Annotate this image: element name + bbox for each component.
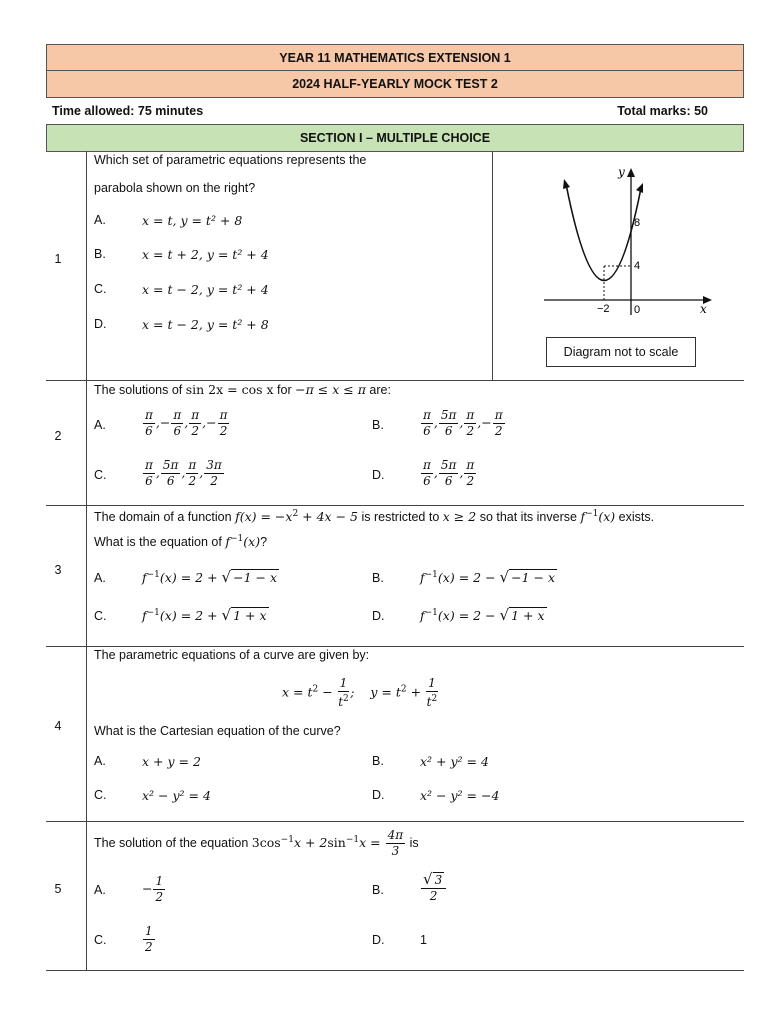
stem-equation: $3\cos^{-1}x + 2\sin^{-1}x$ = $\frac{4\pi}{3}$ — [251, 828, 404, 858]
question-stem-line1: Which set of parametric equations represents the — [94, 153, 367, 167]
question-number: 1 — [54, 252, 62, 266]
option-a-equation: x = t, y = t² + 8 — [142, 213, 243, 228]
question-prompt: What is the Cartesian equation of the curve? — [94, 724, 341, 738]
diagram-note: Diagram not to scale — [546, 337, 696, 367]
option-b-answer: x² + y² = 4 — [420, 754, 489, 769]
question-stem — [94, 509, 654, 524]
option-d-answer: 1 — [420, 933, 427, 947]
question-number-cell — [46, 381, 87, 505]
option-b-answer: $\frac{\pi}{6}$ , $\frac{5\pi}{6}$ , $\frac{\pi}{2}$ ,− $\frac{\pi}{2}$ — [423, 408, 503, 438]
y-axis-arrow — [627, 168, 635, 177]
question-5 — [46, 822, 744, 971]
stem-range: −π ≤ x ≤ π — [295, 382, 366, 397]
curve-arrow-left — [563, 179, 570, 189]
option-d-answer: $\frac{\pi}{6}$ , $\frac{5\pi}{6}$ , $\frac{\pi}{2}$ — [423, 458, 475, 488]
stem-suffix: are: — [369, 383, 391, 397]
function-definition: $f(x) = -x^2 + 4x - 5$ — [235, 509, 358, 524]
parametric-equations: $x = t^2$ − $\frac{1}{t^2}$ ; $y = t^2$ + $\frac{1}{t^2}$ — [282, 676, 438, 709]
option-label: D. — [372, 788, 385, 802]
question-number-cell — [46, 647, 87, 821]
option-c-equation: x = t − 2, y = t² + 4 — [142, 282, 269, 297]
x-axis-label: x — [700, 302, 707, 316]
option-b-equation: x = t + 2, y = t² + 4 — [142, 247, 269, 262]
parabola-diagram — [530, 160, 720, 320]
option-label: B. — [372, 418, 384, 432]
option-label: D. — [372, 609, 385, 623]
option-c-answer: $f^{-1}(x) = 2$ + √ 1 + x — [142, 606, 267, 624]
question-number: 5 — [54, 882, 62, 896]
question-number: 2 — [54, 429, 62, 443]
stem-part: The solution of the equation — [94, 836, 249, 850]
test-subtitle: 2024 HALF-YEARLY MOCK TEST 2 — [46, 70, 744, 98]
option-c-answer: $\frac{\pi}{6}$ , $\frac{5\pi}{6}$ , $\frac{\pi}{2}$ , $\frac{3\pi}{2}$ — [145, 458, 222, 488]
y-axis-label: y — [618, 165, 625, 179]
column-divider — [492, 151, 493, 380]
option-a-answer: $f^{-1}(x) = 2$ + √ −1 − x — [142, 568, 277, 586]
curve-arrow-right — [636, 183, 643, 193]
option-d-answer: x² − y² = −4 — [420, 788, 500, 803]
stem-part: is restricted to — [361, 510, 440, 524]
stem-part: The domain of a function — [94, 510, 232, 524]
option-label: A. — [94, 883, 106, 897]
inverse-notation: $f^{-1}(x)$ — [580, 509, 616, 524]
option-label: B. — [372, 754, 384, 768]
option-c-answer: $\frac{1}{2}$ — [145, 924, 153, 954]
option-label: C. — [94, 788, 107, 802]
option-c-answer: x² − y² = 4 — [142, 788, 211, 803]
question-number-cell — [46, 506, 87, 646]
question-3 — [46, 506, 744, 647]
option-label: D. — [372, 468, 385, 482]
question-prompt — [94, 534, 267, 549]
option-label: C. — [94, 609, 107, 623]
prompt-part: What is the equation of — [94, 535, 222, 549]
tick-label-8: 8 — [634, 217, 641, 229]
stem-equation: sin 2x = cos x — [185, 382, 274, 397]
option-label: A. — [94, 754, 106, 768]
question-number: 3 — [54, 563, 62, 577]
tick-label-neg2: −2 — [597, 303, 610, 315]
option-label: D. — [94, 317, 107, 331]
question-number-cell — [46, 151, 87, 380]
question-stem — [94, 382, 391, 397]
question-stem-line2: parabola shown on the right? — [94, 181, 256, 195]
option-label: C. — [94, 282, 107, 296]
option-b-answer: $f^{-1}(x) = 2$ − √ −1 − x — [420, 568, 555, 586]
test-title: YEAR 11 MATHEMATICS EXTENSION 1 — [46, 44, 744, 71]
option-a-answer: x + y = 2 — [142, 754, 201, 769]
time-marks-bar — [46, 98, 744, 124]
option-label: B. — [372, 883, 384, 897]
option-label: A. — [94, 418, 106, 432]
option-label: B. — [372, 571, 384, 585]
question-4 — [46, 647, 744, 822]
stem-part: exists. — [618, 510, 655, 524]
time-allowed: Time allowed: 75 minutes — [52, 104, 204, 118]
prompt-part: ? — [260, 535, 268, 549]
question-number: 4 — [54, 719, 62, 733]
option-label: B. — [94, 247, 106, 261]
question-stem: The parametric equations of a curve are given by: — [94, 648, 370, 662]
option-label: C. — [94, 468, 107, 482]
option-a-answer: $\frac{\pi}{6}$ ,− $\frac{\pi}{6}$ , $\frac{\pi}{2}$ ,− $\frac{\pi}{2}$ — [145, 408, 228, 438]
question-2 — [46, 381, 744, 506]
option-label: D. — [372, 933, 385, 947]
option-d-equation: x = t − 2, y = t² + 8 — [142, 317, 269, 332]
stem-prefix: The solutions of — [94, 383, 183, 397]
stem-part: is — [409, 836, 419, 850]
origin-label: 0 — [634, 304, 641, 316]
domain-restriction: x ≥ 2 — [442, 509, 477, 524]
stem-part: so that its inverse — [479, 510, 577, 524]
question-number-cell — [46, 822, 87, 970]
option-label: A. — [94, 571, 106, 585]
tick-label-4: 4 — [634, 260, 641, 272]
option-b-answer: $\frac{√ 3}{2}$ — [420, 872, 447, 904]
option-d-answer: $f^{-1}(x) = 2$ − √ 1 + x — [420, 606, 545, 624]
inverse-notation: $f^{-1}(x)$ — [225, 534, 261, 549]
option-label: A. — [94, 213, 106, 227]
option-label: C. — [94, 933, 107, 947]
section-heading: SECTION I – MULTIPLE CHOICE — [46, 124, 744, 152]
stem-for: for — [277, 383, 292, 397]
question-stem — [94, 828, 419, 859]
option-a-answer: − $\frac{1}{2}$ — [142, 874, 164, 904]
total-marks: Total marks: 50 — [617, 104, 708, 118]
